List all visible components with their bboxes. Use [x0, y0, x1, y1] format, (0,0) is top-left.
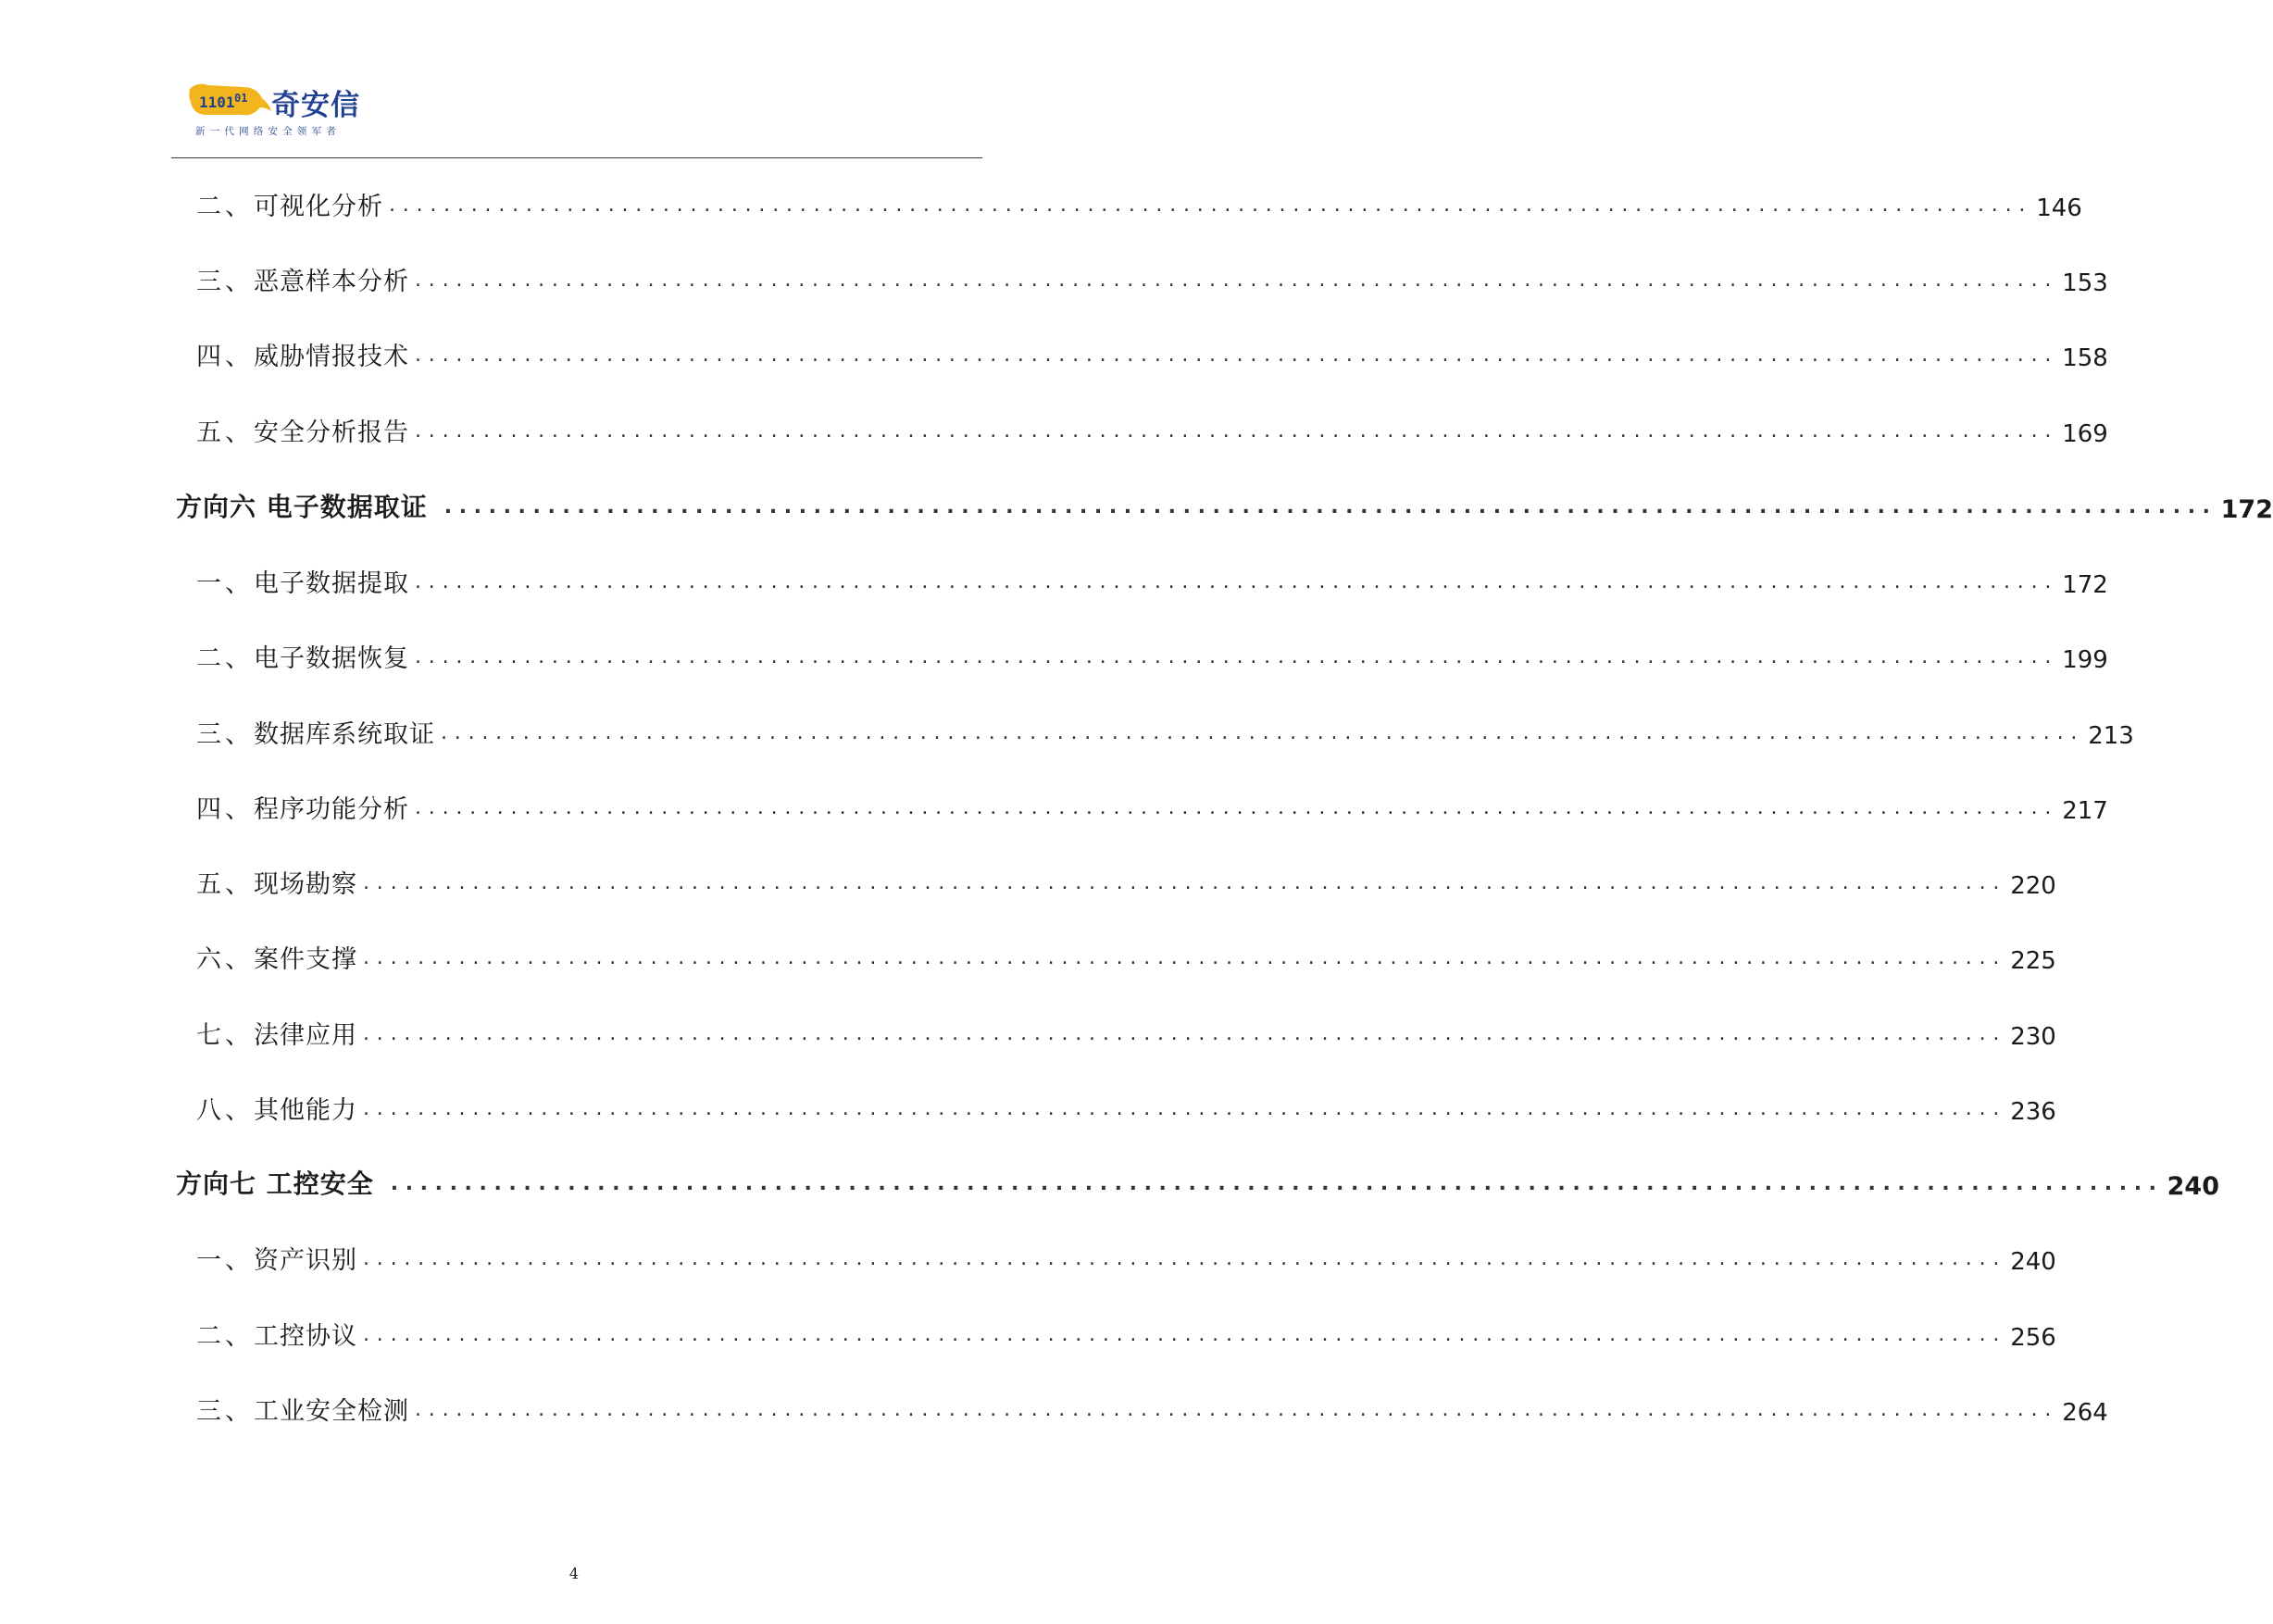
toc-entry-page: 153 [2062, 269, 2108, 297]
toc-entry[interactable] [196, 633, 2108, 674]
toc-entry-title: 工控协议 [254, 1322, 357, 1351]
toc-dot-leader: ........................................................................................................................ [441, 721, 2085, 744]
toc-dot-leader: ........................................................................................................................ [415, 269, 2059, 292]
toc-entry-page: 146 [2036, 194, 2082, 222]
toc-entry[interactable] [196, 1386, 2108, 1427]
toc-entry-number: 四、 [196, 795, 254, 824]
toc-entry-title: 工业安全检测 [254, 1397, 409, 1426]
toc-entry-title: 电子数据提取 [254, 569, 409, 598]
toc-entry-page: 225 [2010, 947, 2056, 975]
toc-dot-leader: ........................................................................................................................ [363, 1247, 2007, 1270]
toc-entry-page: 240 [2010, 1248, 2056, 1276]
toc-entry[interactable] [196, 407, 2108, 448]
logo-slogan: 新一代网络安全领军者 [195, 126, 341, 137]
toc-section-entry[interactable] [176, 1160, 2220, 1201]
toc-dot-leader: ........................................................................................................................ [415, 419, 2059, 443]
toc-entry-number: 二、 [196, 1322, 254, 1351]
company-logo [188, 80, 392, 137]
toc-entry-title: 案件支撑 [254, 945, 357, 974]
toc-entry[interactable] [196, 934, 2056, 975]
toc-entry-title: 其他能力 [254, 1096, 357, 1125]
header-divider [171, 157, 982, 158]
toc-entry-number: 二、 [196, 193, 254, 221]
toc-entry-number: 三、 [196, 1397, 254, 1426]
toc-entry-page: 213 [2088, 722, 2134, 750]
toc-entry-title: 法律应用 [254, 1021, 357, 1050]
toc-entry-page: 172 [2220, 495, 2273, 524]
toc-entry-title: 可视化分析 [254, 193, 383, 221]
toc-dot-leader: ........................................................................................................................ [389, 194, 2033, 217]
toc-entry[interactable] [196, 859, 2056, 900]
toc-entry[interactable] [196, 709, 2134, 750]
toc-entry[interactable] [196, 1235, 2056, 1276]
toc-entry-page: 236 [2010, 1098, 2056, 1126]
toc-entry-number: 八、 [196, 1096, 254, 1125]
toc-entry-number: 三、 [196, 268, 254, 296]
toc-entry-title: 现场勘察 [254, 870, 357, 899]
toc-dot-leader: ........................................................................................................................ [363, 1323, 2007, 1346]
toc-entry-number: 一、 [196, 569, 254, 598]
toc-entry-number: 六、 [196, 945, 254, 974]
toc-dot-leader: ........................................................................................................................ [390, 1172, 2164, 1195]
toc-dot-leader: ........................................................................................................................ [363, 1022, 2007, 1045]
toc-entry[interactable] [196, 331, 2108, 372]
toc-entry[interactable] [196, 181, 2082, 222]
toc-entry-number: 一、 [196, 1246, 254, 1275]
toc-entry[interactable] [196, 1010, 2056, 1051]
toc-entry-number: 四、 [196, 343, 254, 371]
toc-entry-page: 169 [2062, 420, 2108, 448]
toc-entry-page: 217 [2062, 797, 2108, 825]
toc-entry-page: 230 [2010, 1023, 2056, 1051]
toc-entry-page: 240 [2167, 1172, 2220, 1201]
toc-dot-leader: ........................................................................................................................ [363, 871, 2007, 894]
toc-entry-page: 264 [2062, 1399, 2108, 1427]
toc-entry[interactable] [196, 1085, 2056, 1126]
toc-entry-title: 方向七 工控安全 [176, 1168, 374, 1199]
toc-entry-page: 256 [2010, 1324, 2056, 1352]
toc-entry-title: 安全分析报告 [254, 418, 409, 447]
toc-entry-page: 158 [2062, 344, 2108, 372]
toc-entry-title: 恶意样本分析 [254, 268, 409, 296]
toc-entry-title: 电子数据恢复 [254, 644, 409, 673]
toc-dot-leader: ........................................................................................................................ [363, 946, 2007, 969]
toc-entry-number: 五、 [196, 418, 254, 447]
toc-entry-title: 威胁情报技术 [254, 343, 409, 371]
toc-dot-leader: ........................................................................................................................ [443, 495, 2217, 518]
toc-entry-number: 七、 [196, 1021, 254, 1050]
toc-entry-title: 程序功能分析 [254, 795, 409, 824]
toc-entry[interactable] [196, 558, 2108, 599]
toc-entry[interactable] [196, 256, 2108, 297]
toc-entry-number: 二、 [196, 644, 254, 673]
toc-dot-leader: ........................................................................................................................ [415, 1398, 2059, 1421]
toc-entry-number: 三、 [196, 720, 254, 749]
toc-section-entry[interactable] [176, 483, 2273, 524]
toc-entry-title: 方向六 电子数据取证 [176, 492, 428, 522]
toc-entry-page: 172 [2062, 571, 2108, 599]
logo-company-name: 奇安信 [271, 89, 360, 122]
toc-entry[interactable] [196, 784, 2108, 825]
toc-dot-leader: ........................................................................................................................ [415, 796, 2059, 819]
toc-entry-page: 220 [2010, 872, 2056, 900]
toc-entry-title: 数据库系统取证 [254, 720, 435, 749]
toc-entry-number: 五、 [196, 870, 254, 899]
svg-text:1101: 1101 [199, 94, 235, 111]
page-number: 4 [568, 1565, 580, 1582]
toc-dot-leader: ........................................................................................................................ [415, 570, 2059, 593]
toc-dot-leader: ........................................................................................................................ [363, 1097, 2007, 1120]
svg-text:01: 01 [234, 92, 248, 105]
toc-dot-leader: ........................................................................................................................ [415, 645, 2059, 668]
tiger-logo-icon [188, 80, 273, 119]
toc-dot-leader: ........................................................................................................................ [415, 344, 2059, 367]
toc-entry-page: 199 [2062, 646, 2108, 674]
toc-entry-title: 资产识别 [254, 1246, 357, 1275]
toc-entry[interactable] [196, 1311, 2056, 1352]
